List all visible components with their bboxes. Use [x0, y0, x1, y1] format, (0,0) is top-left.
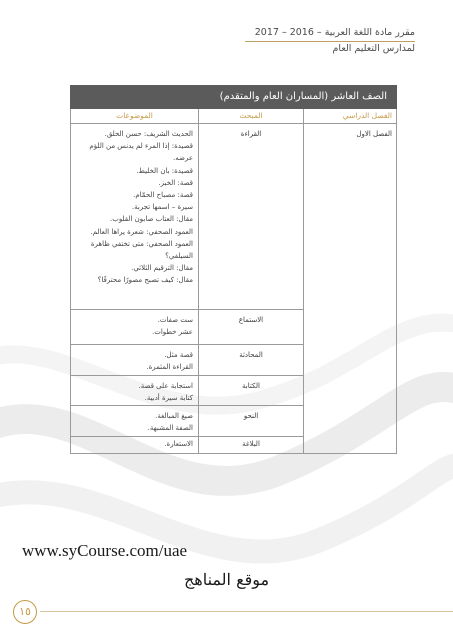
branch-cell: القراءة [198, 124, 303, 309]
topic-item: كتابة سيرة أدبية. [144, 394, 193, 403]
table-body [70, 124, 397, 454]
branch-cell: المحادثة [198, 345, 303, 375]
topic-item: استجابة على قصة. [138, 382, 193, 390]
topic-item: صيغ المبالغة. [155, 412, 193, 420]
topics-cell [71, 345, 198, 375]
topic-item: الحديث الشريف: حسن الخلق. [104, 130, 193, 138]
footer-divider [40, 611, 453, 612]
topic-item: ست صفات. [157, 316, 193, 324]
topic-item: العمود الصحفي: شعرة يراها العالم. [90, 227, 193, 236]
topic-item: مقال: كيف تصبح مصورًا محترفًا؟ [97, 276, 193, 285]
table-row [71, 376, 303, 406]
topic-item: قصة: الخبز. [158, 178, 193, 187]
topic-item: مقال: العتاب صابون القلوب. [110, 215, 193, 224]
table-title: الصف العاشر (المساران العام والمتقدم) [70, 85, 397, 109]
topic-item: سيرة – اسمها تجربة. [131, 203, 193, 212]
column-header-topics: الموضوعات [116, 111, 153, 120]
header-course-title: مقرر مادة اللغة العربية – 2016 – 2017 [254, 27, 415, 38]
topic-item: القراءة المثمرة. [146, 363, 193, 372]
topic-item: الاستعارة. [164, 440, 193, 448]
topic-item: مقال: الترقيم الثلاثي. [131, 264, 193, 273]
column-header-semester: الفصل الدراسي [303, 109, 396, 123]
curriculum-table [70, 85, 397, 454]
branch-cell: البلاغة [198, 437, 303, 453]
branch-cell: النحو [198, 406, 303, 436]
topics-cell [71, 406, 198, 436]
topics-cell [71, 310, 198, 344]
topic-item: العمود الصحفي: متى تختفي ظاهرة السيلفي؟ [90, 239, 193, 261]
header-subtitle: لمدارس التعليم العام [332, 43, 415, 54]
table-row [71, 310, 303, 345]
page-number: ١٥ [13, 600, 37, 624]
topics-cell [71, 437, 198, 453]
table-row [71, 124, 303, 310]
topic-item: عشر خطوات. [152, 328, 193, 337]
topics-cell [71, 376, 198, 405]
branch-cell: الكتابة [198, 376, 303, 405]
site-name: موقع المناهج [183, 570, 270, 589]
semester-cell: الفصل الاول [303, 124, 396, 453]
website-url: www.syCourse.com/uae [22, 541, 188, 560]
topic-item: قصيدة: بان الخليط. [136, 166, 193, 175]
branch-rows [71, 124, 303, 453]
column-header-branch: المبحث [198, 109, 303, 123]
topic-item: الصفة المشبهة. [147, 424, 193, 433]
table-row [71, 345, 303, 376]
header-divider [245, 41, 415, 42]
branch-cell: الاستماع [198, 310, 303, 344]
topic-item: قصيدة: إذا المرء لم يدنس من اللؤم عرضه. [89, 142, 193, 163]
table-header-row [70, 109, 397, 124]
table-row [71, 406, 303, 437]
topics-cell [71, 124, 198, 309]
table-row [71, 437, 303, 453]
topic-item: قصة مثل. [164, 351, 193, 359]
topic-item: قصة: مصباح الحمّام. [133, 191, 193, 200]
